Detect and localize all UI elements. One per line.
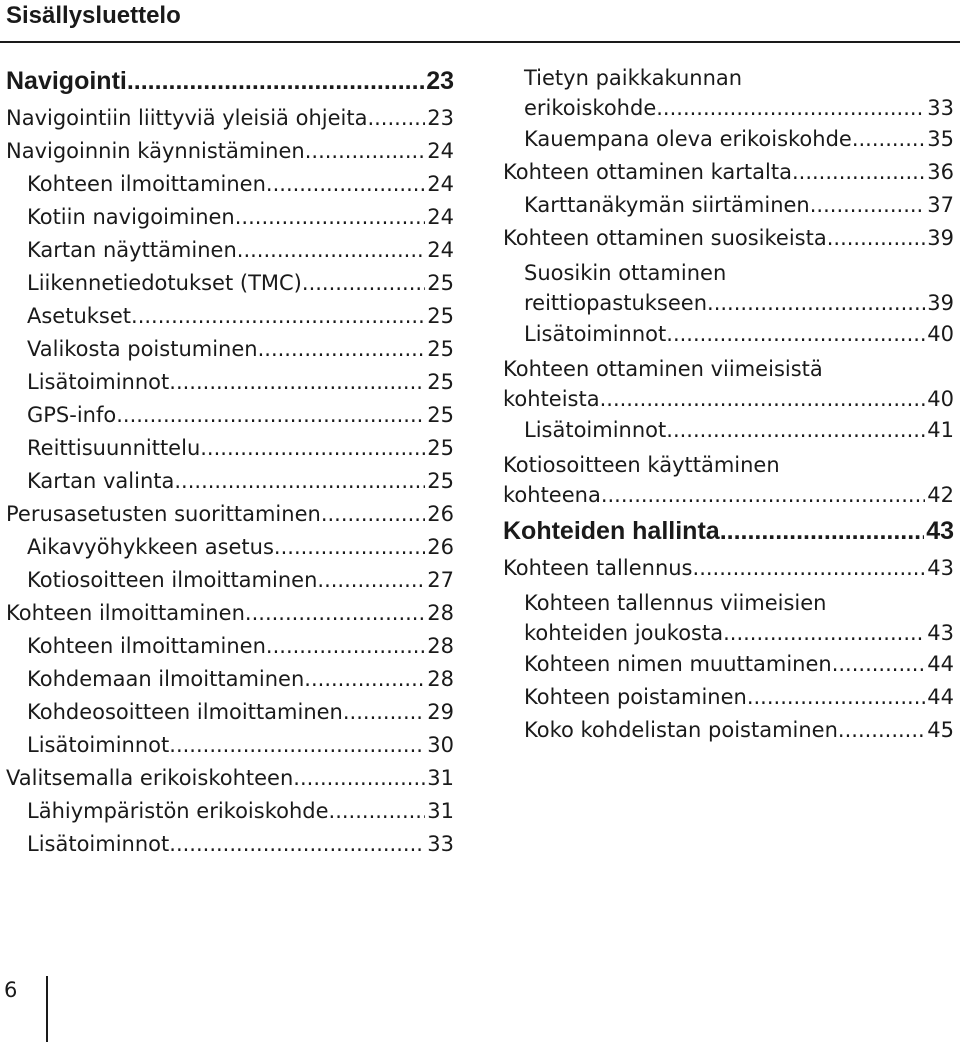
toc-entry-title: Lisätoiminnot: [27, 370, 170, 394]
toc-entry[interactable]: [503, 648, 954, 681]
toc-entry[interactable]: [6, 234, 454, 267]
toc-column-left: [6, 60, 454, 861]
toc-entry-page: 36: [927, 160, 954, 184]
toc-entry-page: 28: [427, 601, 454, 625]
toc-leader-dots: [321, 498, 425, 531]
toc-entry-title-line1: Kohteen tallennus viimeisien: [524, 591, 827, 615]
toc-leader-dots: [305, 135, 426, 168]
toc-entry-title: reittiopastukseen: [524, 291, 708, 315]
toc-entry-title: Kohdeosoitteen ilmoittaminen: [27, 700, 343, 724]
toc-entry[interactable]: [6, 102, 454, 135]
toc-entry[interactable]: [524, 288, 954, 318]
toc-leader-dots: [693, 552, 926, 585]
toc-leader-dots: [266, 630, 425, 663]
toc-entry-title: Kohteen ilmoittaminen: [6, 601, 245, 625]
toc-entry-title: Valikosta poistuminen: [27, 337, 258, 361]
toc-leader-dots: [237, 234, 426, 267]
toc-entry-multiline[interactable]: [503, 450, 954, 510]
toc-entry-title: Kohteen ottaminen suosikeista: [503, 226, 827, 250]
toc-entry-page: 25: [427, 469, 454, 493]
toc-leader-dots: [127, 60, 424, 102]
toc-entry-page: 39: [927, 226, 954, 250]
toc-entry-multiline[interactable]: [503, 354, 954, 414]
toc-entry[interactable]: [6, 630, 454, 663]
toc-entry[interactable]: [503, 480, 954, 510]
toc-entry[interactable]: [6, 795, 454, 828]
toc-entry-title: Karttanäkymän siirtäminen: [524, 193, 810, 217]
toc-entry-page: 40: [927, 387, 954, 411]
toc-entry-title: Kohteen ilmoittaminen: [27, 172, 266, 196]
toc-entry-title: Aikavyöhykkeen asetus: [27, 535, 274, 559]
toc-entry-title: Kauempana oleva erikoiskohde: [524, 127, 852, 151]
toc-entry[interactable]: [6, 729, 454, 762]
toc-leader-dots: [317, 564, 425, 597]
toc-entry-title: kohteena: [503, 483, 601, 507]
toc-leader-dots: [200, 432, 425, 465]
toc-entry[interactable]: [6, 168, 454, 201]
toc-leader-dots: [600, 384, 926, 414]
toc-entry[interactable]: [6, 663, 454, 696]
toc-entry[interactable]: [503, 318, 954, 351]
toc-section-heading[interactable]: [503, 510, 954, 552]
toc-entry-page: 43: [927, 556, 954, 580]
header-divider: [0, 41, 960, 43]
toc-leader-dots: [131, 300, 425, 333]
toc-entry-title: Lisätoiminnot: [27, 832, 170, 856]
toc-leader-dots: [810, 189, 926, 222]
toc-entry[interactable]: [6, 366, 454, 399]
toc-leader-dots: [792, 156, 925, 189]
toc-leader-dots: [367, 102, 425, 135]
toc-leader-dots: [838, 714, 925, 747]
toc-leader-dots: [169, 828, 425, 861]
toc-entry-title-line1: Kotiosoitteen käyttäminen: [503, 453, 780, 477]
toc-leader-dots: [343, 696, 425, 729]
toc-entry-page: 25: [427, 370, 454, 394]
toc-entry-title: Koko kohdelistan poistaminen: [524, 718, 838, 742]
toc-entry-title: Kartan näyttäminen: [27, 238, 237, 262]
toc-entry[interactable]: [6, 399, 454, 432]
toc-entry[interactable]: [6, 531, 454, 564]
toc-entry-page: 31: [427, 766, 454, 790]
toc-entry[interactable]: [503, 123, 954, 156]
toc-leader-dots: [666, 414, 925, 447]
toc-entry[interactable]: [6, 267, 454, 300]
toc-entry[interactable]: [6, 201, 454, 234]
toc-entry-title: Lisätoiminnot: [524, 322, 667, 346]
toc-leader-dots: [747, 681, 925, 714]
toc-entry-title: Kohteen ilmoittaminen: [27, 634, 266, 658]
toc-entry[interactable]: [6, 333, 454, 366]
toc-leader-dots: [116, 399, 425, 432]
toc-entry[interactable]: [503, 681, 954, 714]
toc-entry-title: Navigointi: [6, 67, 127, 95]
toc-entry[interactable]: [6, 432, 454, 465]
toc-entry[interactable]: [6, 498, 454, 531]
toc-entry-title: Kartan valinta: [27, 469, 175, 493]
toc-leader-dots: [707, 288, 925, 318]
toc-entry[interactable]: [524, 618, 954, 648]
toc-entry-page: 44: [927, 652, 954, 676]
toc-entry-title: Lähiympäristön erikoiskohde: [27, 799, 329, 823]
toc-leader-dots: [720, 510, 925, 552]
toc-entry-page: 28: [427, 634, 454, 658]
toc-entry[interactable]: [6, 597, 454, 630]
toc-entry[interactable]: [6, 465, 454, 498]
toc-entry[interactable]: [503, 384, 954, 414]
toc-entry-page: 24: [427, 238, 454, 262]
toc-entry-page: 25: [427, 271, 454, 295]
page-number-divider: [46, 976, 48, 1042]
toc-leader-dots: [329, 795, 426, 828]
toc-entry-title: kohteiden joukosta: [524, 621, 724, 645]
toc-entry-title: Asetukset: [27, 304, 132, 328]
toc-entry-page: 43: [926, 517, 954, 545]
toc-leader-dots: [169, 366, 425, 399]
toc-entry-page: 44: [927, 685, 954, 709]
toc-entry-title-line1: Tietyn paikkakunnan: [524, 66, 743, 90]
toc-leader-dots: [293, 762, 425, 795]
toc-entry[interactable]: [6, 564, 454, 597]
toc-entry[interactable]: [6, 135, 454, 168]
toc-entry[interactable]: [6, 300, 454, 333]
toc-leader-dots: [274, 531, 425, 564]
toc-entry-page: 45: [927, 718, 954, 742]
toc-entry-page: 23: [426, 67, 454, 95]
toc-leader-dots: [601, 480, 925, 510]
toc-entry-title: Navigoinnin käynnistäminen: [6, 139, 305, 163]
toc-leader-dots: [235, 201, 426, 234]
toc-leader-dots: [169, 729, 425, 762]
toc-entry-page: 24: [427, 172, 454, 196]
page-number: 6: [4, 978, 18, 1002]
toc-entry-title: Kohteen ottaminen kartalta: [503, 160, 792, 184]
toc-column-right: [503, 60, 954, 747]
toc-entry-title-line1: Suosikin ottaminen: [524, 261, 727, 285]
toc-leader-dots: [827, 222, 926, 255]
toc-entry-title: Lisätoiminnot: [27, 733, 170, 757]
toc-entry-page: 35: [927, 127, 954, 151]
toc-entry-title-line1: Kohteen ottaminen viimeisistä: [503, 357, 823, 381]
toc-entry-page: 30: [427, 733, 454, 757]
toc-entry-title: Kohteen poistaminen: [524, 685, 747, 709]
toc-entry-page: 23: [427, 106, 454, 130]
page-title: Sisällysluettelo: [6, 2, 181, 29]
toc-entry-title: kohteista: [503, 387, 600, 411]
toc-leader-dots: [723, 618, 925, 648]
toc-leader-dots: [656, 93, 925, 123]
toc-entry-page: 33: [427, 832, 454, 856]
toc-entry-title: Kotiosoitteen ilmoittaminen: [27, 568, 318, 592]
toc-entry-title: Perusasetusten suorittaminen: [6, 502, 321, 526]
toc-entry-page: 26: [427, 535, 454, 559]
toc-entry-multiline[interactable]: [503, 63, 954, 123]
toc-entry[interactable]: [524, 93, 954, 123]
toc-entry[interactable]: [503, 189, 954, 222]
toc-entry-page: 31: [427, 799, 454, 823]
toc-entry-page: 25: [427, 436, 454, 460]
toc-entry-title: GPS-info: [27, 403, 117, 427]
toc-entry[interactable]: [503, 414, 954, 447]
toc-entry[interactable]: [6, 762, 454, 795]
toc-entry-multiline[interactable]: [503, 258, 954, 318]
toc-entry-page: 40: [927, 322, 954, 346]
toc-entry-page: 33: [927, 96, 954, 120]
toc-entry-page: 41: [927, 418, 954, 442]
toc-entry[interactable]: [503, 222, 954, 255]
toc-leader-dots: [174, 465, 425, 498]
toc-entry-title: Kohteen tallennus: [503, 556, 693, 580]
toc-entry-page: 28: [427, 667, 454, 691]
toc-entry-page: 42: [927, 483, 954, 507]
toc-entry-page: 25: [427, 403, 454, 427]
toc-entry-page: 24: [427, 205, 454, 229]
toc-entry-multiline[interactable]: [503, 588, 954, 648]
toc-entry-page: 26: [427, 502, 454, 526]
toc-entry[interactable]: [6, 696, 454, 729]
toc-leader-dots: [266, 168, 425, 201]
toc-entry-title: Kotiin navigoiminen: [27, 205, 235, 229]
toc-entry-page: 24: [427, 139, 454, 163]
toc-leader-dots: [832, 648, 926, 681]
toc-entry-title: erikoiskohde: [524, 96, 657, 120]
toc-entry-page: 37: [927, 193, 954, 217]
toc-leader-dots: [304, 663, 425, 696]
toc-entry-title: Lisätoiminnot: [524, 418, 667, 442]
toc-leader-dots: [302, 267, 425, 300]
toc-entry-title: Navigointiin liittyviä yleisiä ohjeita: [6, 106, 368, 130]
toc-entry-page: 29: [427, 700, 454, 724]
toc-entry-page: 39: [927, 291, 954, 315]
toc-leader-dots: [245, 597, 425, 630]
toc-leader-dots: [258, 333, 426, 366]
toc-entry-title: Reittisuunnittelu: [27, 436, 201, 460]
toc-entry[interactable]: [503, 714, 954, 747]
toc-leader-dots: [852, 123, 925, 156]
toc-section-heading[interactable]: [6, 60, 454, 102]
toc-entry-title: Kohteen nimen muuttaminen: [524, 652, 832, 676]
toc-entry-title: Liikennetiedotukset (TMC): [27, 271, 302, 295]
toc-entry-page: 43: [927, 621, 954, 645]
toc-entry[interactable]: [6, 828, 454, 861]
toc-leader-dots: [666, 318, 925, 351]
toc-entry-page: 25: [427, 304, 454, 328]
toc-entry-title: Kohteiden hallinta: [503, 517, 720, 545]
toc-entry-title: Kohdemaan ilmoittaminen: [27, 667, 305, 691]
toc-entry[interactable]: [503, 552, 954, 585]
toc-entry-title: Valitsemalla erikoiskohteen: [6, 766, 294, 790]
toc-entry-page: 25: [427, 337, 454, 361]
toc-entry[interactable]: [503, 156, 954, 189]
toc-entry-page: 27: [427, 568, 454, 592]
